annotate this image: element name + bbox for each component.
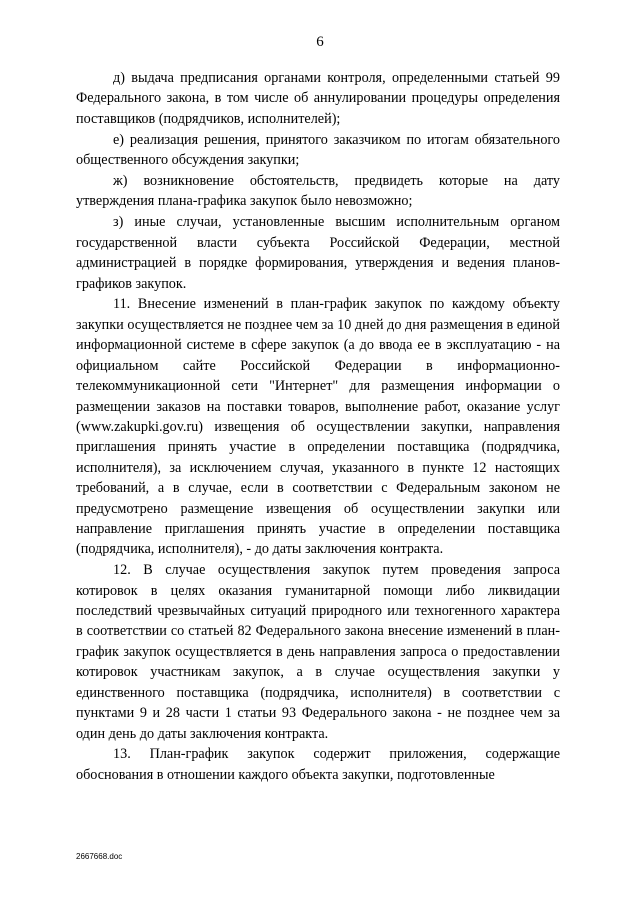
paragraph-12: 12. В случае осуществления закупок путем проведения запроса котировок в целях оказания гуманитарной помощи либо ликвидации последствий чрезвычайных ситуаций природного или техногенного характера в соответствии со статьей 82 Федерального закона внесение изменений в план-график закупок осуществляется в день направления запроса о предоставлении котировок участникам закупок, а в случае осуществления закупки у единственного поставщика (подрядчика, исполнителя) в соответствии с пунктами 9 и 28 части 1 статьи 93 Федерального закона - не позднее чем за один день до даты заключения контракта. [76,562,560,742]
paragraph-13: 13. План-график закупок содержит приложения, содержащие обоснования в отношении каждого объекта закупки, подготовленные [76,746,560,783]
paragraph-11: 11. Внесение изменений в план-график закупок по каждому объекту закупки осуществляется не позднее чем за 10 дней до дня размещения в единой информационной системе в сфере закупок (а до ввода ее в эксплуатацию - на официальном сайте Российской Федерации в информационно-телекоммуникационной сети "Интернет" для размещения информации о размещении заказов на поставки товаров, выполнение работ, оказание услуг (www.zakupki.gov.ru) извещения об осуществлении закупки, направления приглашения принять участие в определении поставщика (подрядчика, исполнителя), за исключением случая, указанного в пункте 12 настоящих требований, а в случае, если в соответствии с Федеральным законом не предусмотрено размещение извещения об осуществлении закупки или направление приглашения принять участие в определении поставщика (подрядчика, исполнителя), - до даты заключения контракта. [76,296,560,558]
document-filename: 2667668.doc [76,852,123,861]
paragraph-e: е) реализация решения, принятого заказчиком по итогам обязательного общественного обсуждения закупки; [76,131,560,169]
paragraph-zh: ж) возникновение обстоятельств, предвидеть которые на дату утверждения плана-графика закупок было невозможно; [76,173,560,210]
paragraph-z: з) иные случаи, установленные высшим исполнительным органом государственной власти субъекта Российской Федерации, местной администрацией в порядке формирования, утверждения и ведения планов-графиков закупок. [76,214,560,292]
document-body [76,68,560,785]
paragraph-d: д) выдача предписания органами контроля, определенными статьей 99 Федерального закона, в том числе об аннулировании процедуры определения поставщиков (подрядчиков, исполнителей); [76,70,560,127]
page-number: 6 [316,34,324,50]
